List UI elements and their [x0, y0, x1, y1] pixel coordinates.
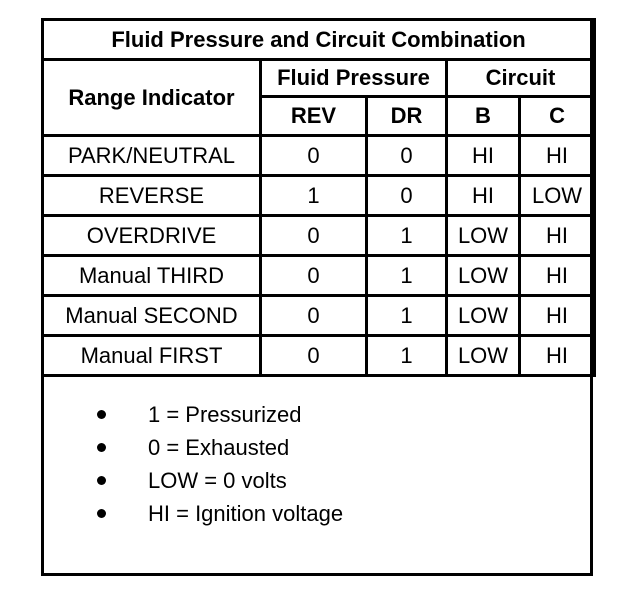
column-header-c: C [520, 97, 595, 136]
circuit-b-cell: LOW [447, 216, 520, 256]
table-title: Fluid Pressure and Circuit Combination [43, 20, 595, 60]
fluid-pressure-table [41, 18, 596, 377]
circuit-c-cell: HI [520, 256, 595, 296]
table-row [43, 296, 595, 336]
column-header-rev: REV [261, 97, 367, 136]
range-cell: REVERSE [43, 176, 261, 216]
note-text: LOW = 0 volts [148, 467, 287, 493]
table-title-row [43, 20, 595, 60]
dr-cell: 0 [367, 176, 447, 216]
fluid-pressure-header: Fluid Pressure [261, 60, 447, 97]
table-row [43, 216, 595, 256]
circuit-c-cell: HI [520, 136, 595, 176]
column-header-b: B [447, 97, 520, 136]
list-item [88, 497, 343, 530]
rev-cell: 0 [261, 336, 367, 376]
circuit-b-cell: HI [447, 136, 520, 176]
circuit-b-cell: LOW [447, 296, 520, 336]
rev-cell: 0 [261, 136, 367, 176]
list-item [88, 398, 343, 431]
legend-notes [88, 398, 343, 530]
bullet-icon [97, 509, 106, 518]
range-indicator-header: Range Indicator [43, 60, 261, 136]
rev-cell: 0 [261, 256, 367, 296]
circuit-c-cell: LOW [520, 176, 595, 216]
table-row [43, 176, 595, 216]
range-cell: OVERDRIVE [43, 216, 261, 256]
list-item [88, 431, 343, 464]
note-text: 1 = Pressurized [148, 401, 302, 427]
group-header-row [43, 60, 595, 97]
column-header-dr: DR [367, 97, 447, 136]
circuit-c-cell: HI [520, 296, 595, 336]
circuit-header: Circuit [447, 60, 595, 97]
dr-cell: 1 [367, 336, 447, 376]
circuit-c-cell: HI [520, 216, 595, 256]
circuit-b-cell: HI [447, 176, 520, 216]
table-row [43, 256, 595, 296]
bullet-icon [97, 443, 106, 452]
rev-cell: 0 [261, 296, 367, 336]
list-item [88, 464, 343, 497]
range-cell: Manual THIRD [43, 256, 261, 296]
note-text: HI = Ignition voltage [148, 500, 344, 526]
table-row [43, 336, 595, 376]
dr-cell: 1 [367, 296, 447, 336]
dr-cell: 1 [367, 256, 447, 296]
range-cell: Manual FIRST [43, 336, 261, 376]
circuit-c-cell: HI [520, 336, 595, 376]
rev-cell: 0 [261, 216, 367, 256]
circuit-b-cell: LOW [447, 256, 520, 296]
note-text: 0 = Exhausted [148, 434, 290, 460]
range-cell: Manual SECOND [43, 296, 261, 336]
bullet-icon [97, 410, 106, 419]
bullet-icon [97, 476, 106, 485]
rev-cell: 1 [261, 176, 367, 216]
table-row [43, 136, 595, 176]
range-cell: PARK/NEUTRAL [43, 136, 261, 176]
circuit-b-cell: LOW [447, 336, 520, 376]
dr-cell: 0 [367, 136, 447, 176]
dr-cell: 1 [367, 216, 447, 256]
